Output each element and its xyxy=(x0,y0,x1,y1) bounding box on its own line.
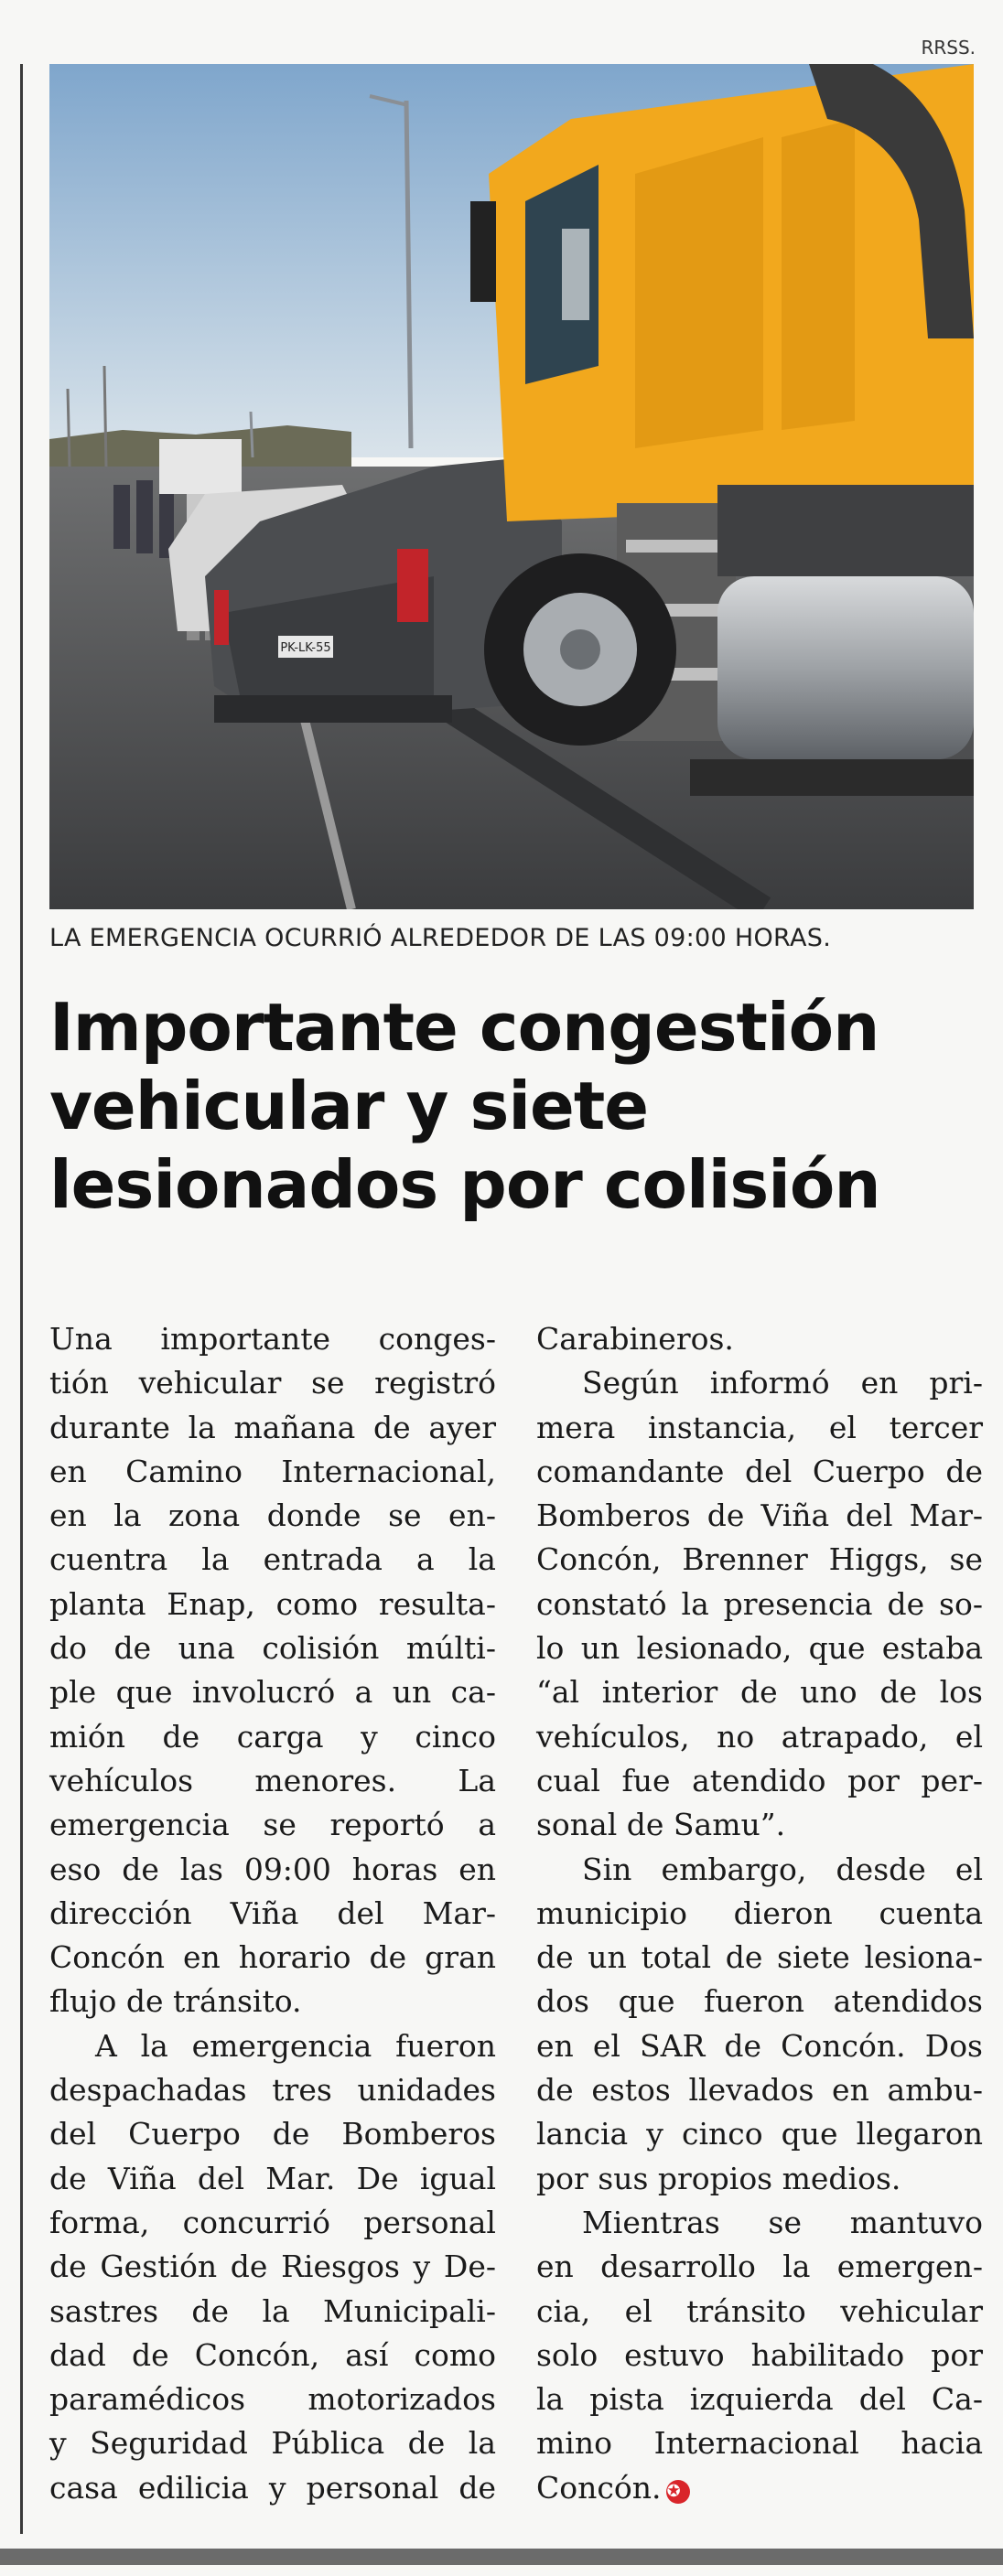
body-line: flujo de tránsito. xyxy=(49,1983,302,2020)
body-line: en desarrollo la emergen- xyxy=(536,2249,983,2285)
body-line: del Cuerpo de Bomberos xyxy=(49,2116,496,2152)
body-line: comandante del Cuerpo de xyxy=(536,1453,983,1489)
body-line: “al interior de uno de los xyxy=(536,1674,983,1711)
license-plate: PK-LK-55 xyxy=(280,641,331,655)
body-line: de Viña del Mar. De igual xyxy=(49,2160,496,2196)
body-line: vehículos, no atrapado, el xyxy=(536,1718,983,1755)
body-line: planta Enap, como resulta- xyxy=(49,1585,496,1622)
body-line: en Camino Internacional, xyxy=(49,1453,496,1489)
body-line: Sin embargo, desde el xyxy=(582,1851,983,1887)
body-line-text: Concón. xyxy=(536,2469,662,2506)
body-line: Bomberos de Viña del Mar- xyxy=(536,1497,983,1534)
body-line: sonal de Samu”. xyxy=(536,1807,786,1843)
body-line: ple que involucró a un ca- xyxy=(49,1674,496,1711)
body-line: de un total de siete lesiona- xyxy=(536,1939,983,1976)
body-line: municipio dieron cuenta xyxy=(536,1894,983,1931)
body-line: forma, concurrió personal xyxy=(49,2204,496,2240)
truck-collision-photo-icon xyxy=(49,64,974,909)
body-line: dirección Viña del Mar- xyxy=(49,1894,496,1931)
body-line: durante la mañana de ayer xyxy=(49,1409,496,1445)
body-line-final xyxy=(536,2466,983,2510)
body-line: dad de Concón, así como xyxy=(49,2336,496,2373)
page-bottom-bar xyxy=(0,2549,1003,2565)
body-line: mino Internacional hacia xyxy=(536,2425,983,2462)
body-line: emergencia se reportó a xyxy=(49,1807,496,1843)
body-line: eso de las 09:00 horas en xyxy=(49,1851,496,1887)
body-line: Mientras se mantuvo xyxy=(582,2204,983,2240)
body-line: mera instancia, el tercer xyxy=(536,1409,983,1445)
body-line: constató la presencia de so- xyxy=(536,1585,983,1622)
body-line: y Seguridad Pública de la xyxy=(49,2425,496,2462)
body-line: Una importante conges- xyxy=(49,1321,496,1357)
body-line: vehículos menores. La xyxy=(49,1762,496,1798)
body-line: cia, el tránsito vehicular xyxy=(536,2292,983,2329)
body-line: la pista izquierda del Ca- xyxy=(536,2381,983,2418)
headline-line: vehicular y siete xyxy=(49,1068,649,1144)
body-line: lo un lesionado, que estaba xyxy=(536,1630,983,1667)
body-line: Concón, Brenner Higgs, se xyxy=(536,1541,983,1578)
body-line: cuentra la entrada a la xyxy=(49,1541,496,1578)
photo-credit: RRSS. xyxy=(921,37,976,59)
body-line: por sus propios medios. xyxy=(536,2160,901,2196)
end-of-article-icon: ✪ xyxy=(666,2480,690,2504)
body-line: Carabineros. xyxy=(536,1321,734,1357)
body-line: de estos llevados en ambu- xyxy=(536,2072,983,2109)
headline-line: lesionados por colisión xyxy=(49,1146,880,1223)
body-line: Según informó en pri- xyxy=(582,1365,983,1401)
body-line: A la emergencia fueron xyxy=(95,2027,496,2064)
body-line: paramédicos motorizados xyxy=(49,2381,496,2418)
body-line: lancia y cinco que llegaron xyxy=(536,2116,983,2152)
body-line: de Gestión de Riesgos y De- xyxy=(49,2249,496,2285)
body-line: do de una colisión múlti- xyxy=(49,1630,496,1667)
headline xyxy=(49,988,974,1224)
body-line: casa edilicia y personal de xyxy=(49,2469,496,2506)
body-line: en el SAR de Concón. Dos xyxy=(536,2027,983,2064)
accident-photo xyxy=(49,64,974,909)
body-line: cual fue atendido por per- xyxy=(536,1762,983,1798)
body-line: despachadas tres unidades xyxy=(49,2072,496,2109)
column-rule xyxy=(20,64,23,2534)
body-line: en la zona donde se en- xyxy=(49,1497,496,1534)
article-column-right xyxy=(536,1317,983,2510)
body-line: dos que fueron atendidos xyxy=(536,1983,983,2020)
body-line: mión de carga y cinco xyxy=(49,1718,496,1755)
headline-line: Importante congestión xyxy=(49,989,879,1066)
body-line: sastres de la Municipali- xyxy=(49,2292,496,2329)
body-line: tión vehicular se registró xyxy=(49,1365,496,1401)
body-line: solo estuvo habilitado por xyxy=(536,2336,983,2373)
photo-caption: LA EMERGENCIA OCURRIÓ ALREDEDOR DE LAS 09:00 HORAS. xyxy=(49,924,832,952)
body-line: Concón en horario de gran xyxy=(49,1939,496,1976)
article-column-left xyxy=(49,1317,496,2510)
